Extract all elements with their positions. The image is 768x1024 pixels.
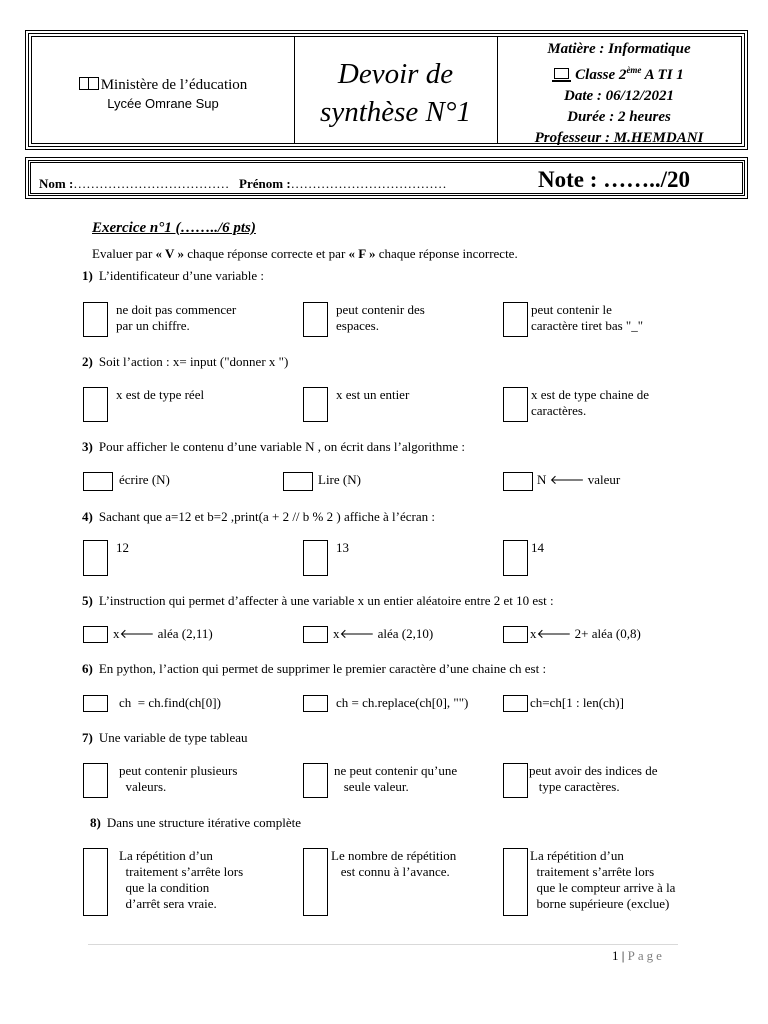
- prenom-field[interactable]: ………………………………: [290, 176, 447, 191]
- school-cell: [32, 37, 295, 143]
- answer-checkbox[interactable]: [303, 626, 328, 643]
- option-line: La répétition d’un: [530, 848, 624, 863]
- option-line: traitement s’arrête lors: [530, 864, 655, 879]
- answer-checkbox[interactable]: [503, 848, 528, 916]
- question-number: 6): [82, 661, 93, 676]
- option-line: espaces.: [336, 318, 379, 333]
- option-line: 12: [116, 540, 129, 555]
- option-text: [336, 387, 409, 403]
- option-line: x🡐 aléa (2,10): [333, 626, 434, 641]
- answer-checkbox[interactable]: [303, 387, 328, 422]
- answer-checkbox[interactable]: [503, 626, 528, 643]
- option-line: x est un entier: [336, 387, 410, 402]
- titre-line1: Devoir de: [337, 58, 454, 90]
- option-line: caractère tiret bas "_": [531, 318, 644, 333]
- option-text: [530, 695, 624, 711]
- question-4: [82, 509, 435, 525]
- option-line: est connu à l’avance.: [331, 864, 450, 879]
- page-number: 1: [612, 948, 619, 963]
- matiere: Matière : Informatique: [547, 41, 691, 57]
- option-line: peut avoir des indices de: [529, 763, 658, 778]
- instructions: Evaluer par « V » chaque réponse correcte et par « F » chaque réponse incorrecte.: [92, 246, 518, 261]
- nom-field[interactable]: ………………………………: [73, 176, 230, 191]
- question-number: 1): [82, 268, 93, 283]
- option-line: type caractères.: [529, 779, 620, 794]
- question-5: [82, 593, 554, 609]
- laptop-icon: [554, 68, 569, 79]
- option-text: [318, 472, 361, 488]
- option-line: x est de type chaine de: [531, 387, 650, 402]
- date: Date : 06/12/2021: [564, 88, 674, 104]
- info-cell: [497, 37, 741, 146]
- answer-checkbox[interactable]: [303, 695, 328, 712]
- option-line: peut contenir des: [336, 302, 425, 317]
- option-text: [119, 763, 237, 795]
- answer-checkbox[interactable]: [83, 695, 108, 712]
- page-footer: 1 | Page: [612, 948, 665, 963]
- option-text: [334, 763, 457, 795]
- option-line: Lire (N): [318, 472, 361, 487]
- question-number: 8): [90, 815, 101, 830]
- footer-divider: [88, 944, 678, 945]
- option-text: [530, 626, 641, 642]
- option-line: borne supérieure (exclue): [530, 896, 670, 911]
- exercise-title: Exercice n°1 (……../6 pts): [92, 220, 256, 236]
- option-line: x🡐 aléa (2,11): [113, 626, 213, 641]
- question-number: 2): [82, 354, 93, 369]
- option-line: caractères.: [531, 403, 587, 418]
- option-text: [119, 695, 221, 711]
- option-line: que le compteur arrive à la: [530, 880, 676, 895]
- option-line: Le nombre de répétition: [331, 848, 457, 863]
- answer-checkbox[interactable]: [303, 848, 328, 916]
- question-text: Une variable de type tableau: [98, 730, 248, 745]
- question-text: En python, l’action qui permet de supprimer le premier caractère d’une chaine ch est :: [98, 661, 547, 676]
- option-line: ne peut contenir qu’une: [334, 763, 458, 778]
- option-line: 13: [336, 540, 349, 555]
- option-line: ch=ch[1 : len(ch)]: [530, 695, 624, 710]
- duree: Durée : 2 heures: [567, 109, 671, 125]
- question-number: 5): [82, 593, 93, 608]
- question-6: [82, 661, 546, 677]
- option-line: que la condition: [119, 880, 210, 895]
- answer-checkbox[interactable]: [503, 302, 528, 337]
- option-text: [113, 626, 213, 642]
- student-box: [25, 157, 748, 199]
- classe: Classe 2ème A TI 1: [497, 60, 741, 86]
- option-line: écrire (N): [119, 472, 170, 487]
- option-line: valeurs.: [119, 779, 167, 794]
- option-text: [116, 540, 129, 556]
- question-number: 3): [82, 439, 93, 454]
- option-text: [336, 540, 349, 556]
- header-box: [25, 30, 748, 150]
- question-text: Dans une structure itérative complète: [106, 815, 302, 830]
- question-8: [90, 815, 301, 831]
- page-label: Page: [627, 948, 665, 963]
- titre-line2: synthèse N°1: [320, 96, 471, 128]
- note-field[interactable]: Note : ……../20: [538, 167, 691, 192]
- answer-checkbox[interactable]: [303, 540, 328, 576]
- option-line: seule valeur.: [334, 779, 409, 794]
- answer-checkbox[interactable]: [83, 848, 108, 916]
- nom-line: [39, 176, 447, 192]
- answer-checkbox[interactable]: [83, 763, 108, 798]
- option-line: ne doit pas commencer: [116, 302, 237, 317]
- option-text: [336, 302, 425, 334]
- option-text: [531, 302, 643, 334]
- question-7: [82, 730, 248, 746]
- option-line: x est de type réel: [116, 387, 205, 402]
- answer-checkbox[interactable]: [503, 763, 528, 798]
- option-line: traitement s’arrête lors: [119, 864, 244, 879]
- question-1: [82, 268, 264, 284]
- option-text: [530, 848, 675, 912]
- title-cell: [294, 37, 498, 143]
- option-text: [331, 848, 456, 880]
- option-text: [119, 848, 243, 912]
- option-line: d’arrêt sera vraie.: [119, 896, 217, 911]
- answer-checkbox[interactable]: [303, 763, 328, 798]
- option-text: [116, 387, 204, 403]
- prenom-label: Prénom :: [239, 176, 291, 191]
- option-line: 14: [531, 540, 544, 555]
- option-line: ch = ch.replace(ch[0], ""): [336, 695, 469, 710]
- professeur: Professeur : M.HEMDANI: [534, 130, 704, 146]
- option-text: [119, 472, 170, 488]
- question-text: L’identificateur d’une variable :: [98, 268, 265, 283]
- question-3: [82, 439, 465, 455]
- answer-checkbox[interactable]: [503, 540, 528, 576]
- option-text: [537, 472, 620, 488]
- answer-checkbox[interactable]: [303, 302, 328, 337]
- question-number: 4): [82, 509, 93, 524]
- option-text: [531, 387, 649, 419]
- option-line: par un chiffre.: [116, 318, 190, 333]
- answer-checkbox[interactable]: [83, 472, 113, 491]
- question-text: Pour afficher le contenu d’une variable N , on écrit dans l’algorithme :: [98, 439, 466, 454]
- nom-label: Nom :: [39, 176, 74, 191]
- lycee-label: Lycée Omrane Sup: [107, 96, 219, 111]
- option-text: [531, 540, 544, 556]
- option-text: [529, 763, 658, 795]
- option-line: N 🡐 valeur: [537, 472, 621, 487]
- option-line: peut contenir plusieurs: [119, 763, 238, 778]
- book-icon: [79, 77, 99, 90]
- question-text: Sachant que a=12 et b=2 ,print(a + 2 // b % 2 ) affiche à l’écran :: [98, 509, 436, 524]
- answer-checkbox[interactable]: [83, 626, 108, 643]
- option-line: La répétition d’un: [119, 848, 213, 863]
- answer-checkbox[interactable]: [83, 540, 108, 576]
- answer-checkbox[interactable]: [283, 472, 313, 491]
- option-text: [116, 302, 236, 334]
- ministere-label: Ministère de l’éducation: [100, 77, 248, 93]
- option-text: [333, 626, 433, 642]
- option-line: ch = ch.find(ch[0]): [119, 695, 221, 710]
- answer-checkbox[interactable]: [503, 387, 528, 422]
- answer-checkbox[interactable]: [83, 302, 108, 337]
- option-line: peut contenir le: [531, 302, 612, 317]
- question-2: [82, 354, 288, 370]
- answer-checkbox[interactable]: [503, 695, 528, 712]
- answer-checkbox[interactable]: [83, 387, 108, 422]
- option-text: [336, 695, 468, 711]
- question-text: Soit l’action : x= input ("donner x "): [98, 354, 289, 369]
- answer-checkbox[interactable]: [503, 472, 533, 491]
- option-line: x🡐 2+ aléa (0,8): [530, 626, 641, 641]
- question-number: 7): [82, 730, 93, 745]
- question-text: L’instruction qui permet d’affecter à une variable x un entier aléatoire entre 2 et 10 est :: [98, 593, 554, 608]
